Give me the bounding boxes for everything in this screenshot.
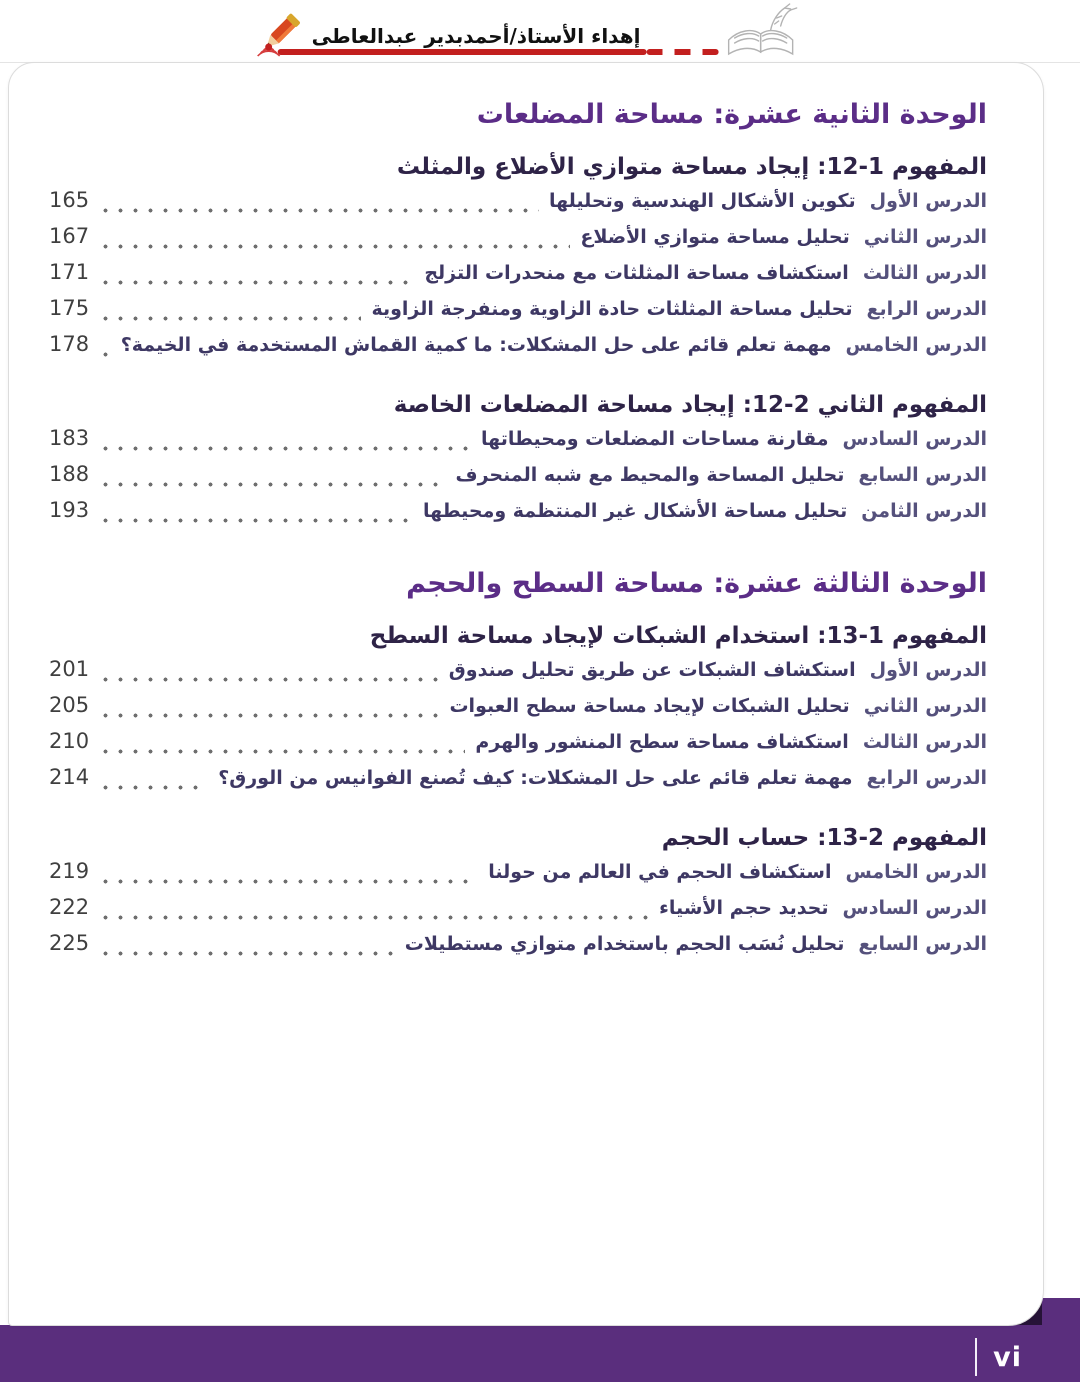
book-sketch-icon <box>722 0 802 56</box>
toc-lesson-row <box>49 188 987 224</box>
lesson-title: تكوين الأشكال الهندسية وتحليلها <box>548 190 856 212</box>
toc-unit <box>49 568 987 967</box>
toc-lesson-row <box>49 859 987 895</box>
lesson-page-number: 210 <box>49 729 90 753</box>
lesson-page-number: 167 <box>49 224 90 248</box>
table-of-contents <box>49 99 987 967</box>
lesson-label: الدرس الثامن <box>861 500 987 522</box>
lesson-label: الدرس الخامس <box>845 861 987 883</box>
toc-lesson-row <box>49 931 987 967</box>
dedication-dashes <box>646 49 718 55</box>
toc-lesson-row <box>49 332 987 368</box>
unit-title: الوحدة الثانية عشرة: مساحة المضلعات <box>476 99 987 130</box>
toc-concept <box>49 825 987 967</box>
toc-lesson-row <box>49 296 987 332</box>
dot-leader <box>103 879 478 884</box>
lesson-label: الدرس الثاني <box>863 695 987 717</box>
dot-leader <box>103 915 649 920</box>
concept-title: المفهوم الثاني 2-12: إيجاد مساحة المضلعات الخاصة <box>393 392 987 418</box>
dot-leader <box>103 785 208 790</box>
toc-lesson-row <box>49 657 987 693</box>
toc-lesson-row <box>49 426 987 462</box>
lesson-label: الدرس الأول <box>869 190 987 212</box>
toc-lesson-row <box>49 895 987 931</box>
dot-leader <box>103 352 111 357</box>
lesson-page-number: 222 <box>49 895 90 919</box>
lesson-title: استكشاف الشبكات عن طريق تحليل صندوق <box>448 659 856 681</box>
toc-lesson-row <box>49 498 987 534</box>
lesson-label: الدرس السادس <box>842 428 987 450</box>
dot-leader <box>103 749 465 754</box>
lesson-label: الدرس الرابع <box>866 298 987 320</box>
lesson-page-number: 178 <box>49 332 90 356</box>
lesson-title: استكشاف مساحة المثلثات مع منحدرات التزلج <box>424 262 849 284</box>
lesson-title: مهمة تعلم قائم على حل المشكلات: ما كمية القماش المستخدمة في الخيمة؟ <box>120 334 832 356</box>
lesson-title: استكشاف الحجم في العالم من حولنا <box>488 861 832 883</box>
lesson-page-number: 183 <box>49 426 90 450</box>
dot-leader <box>103 482 446 487</box>
lesson-title: مهمة تعلم قائم على حل المشكلات: كيف تُصنع الفوانيس من الورق؟ <box>218 767 853 789</box>
toc-lesson-row <box>49 693 987 729</box>
lesson-label: الدرس الثالث <box>862 731 987 753</box>
dot-leader <box>103 951 395 956</box>
footer-separator <box>975 1338 977 1376</box>
lesson-page-number: 205 <box>49 693 90 717</box>
toc-concept <box>49 392 987 534</box>
dot-leader <box>103 208 539 213</box>
lesson-page-number: 225 <box>49 931 90 955</box>
toc-lesson-row <box>49 729 987 765</box>
lesson-page-number: 171 <box>49 260 90 284</box>
lesson-title: تحليل الشبكات لإيجاد مساحة سطح العبوات <box>449 695 850 717</box>
dot-leader <box>103 316 361 321</box>
content-card <box>8 62 1044 1326</box>
toc-concept <box>49 154 987 368</box>
lesson-label: الدرس الثالث <box>862 262 987 284</box>
concept-title: المفهوم 1-13: استخدام الشبكات لإيجاد مساحة السطح <box>369 623 987 649</box>
dot-leader <box>103 446 471 451</box>
toc-concept <box>49 623 987 801</box>
concept-title: المفهوم 2-13: حساب الحجم <box>661 825 987 851</box>
lesson-page-number: 188 <box>49 462 90 486</box>
toc-lesson-row <box>49 462 987 498</box>
unit-title: الوحدة الثالثة عشرة: مساحة السطح والحجم <box>406 568 987 599</box>
dedication-group <box>256 4 803 58</box>
header-bar <box>0 0 1080 63</box>
lesson-page-number: 219 <box>49 859 90 883</box>
toc-lesson-row <box>49 260 987 296</box>
lesson-page-number: 201 <box>49 657 90 681</box>
lesson-label: الدرس الرابع <box>866 767 987 789</box>
lesson-title: تحليل المساحة والمحيط مع شبه المنحرف <box>455 464 845 486</box>
lesson-page-number: 165 <box>49 188 90 212</box>
dot-leader <box>103 518 413 523</box>
dot-leader <box>103 280 414 285</box>
footer-band <box>0 1325 1080 1382</box>
toc-unit <box>49 99 987 534</box>
lesson-label: الدرس السابع <box>858 464 987 486</box>
lesson-title: تحديد حجم الأشياء <box>659 897 829 919</box>
lesson-label: الدرس السادس <box>842 897 987 919</box>
lesson-label: الدرس الخامس <box>845 334 987 356</box>
lesson-page-number: 214 <box>49 765 90 789</box>
dot-leader <box>103 677 439 682</box>
toc-lesson-row <box>49 224 987 260</box>
lesson-title: مقارنة مساحات المضلعات ومحيطاتها <box>481 428 829 450</box>
lesson-label: الدرس الثاني <box>863 226 987 248</box>
dot-leader <box>103 244 570 249</box>
lesson-label: الدرس السابع <box>858 933 987 955</box>
lesson-page-number: 193 <box>49 498 90 522</box>
lesson-title: تحليل مساحة متوازي الأضلاع <box>580 226 850 248</box>
lesson-title: تحليل مساحة الأشكال غير المنتظمة ومحيطها <box>422 500 848 522</box>
lesson-title: استكشاف مساحة سطح المنشور والهرم <box>475 731 849 753</box>
lesson-label: الدرس الأول <box>869 659 987 681</box>
dedication-text: إهداء الأستاذ/أحمدبدير عبدالعاطى <box>312 24 641 58</box>
dot-leader <box>103 713 439 718</box>
lesson-page-number: 175 <box>49 296 90 320</box>
lesson-title: تحليل نُسَب الحجم باستخدام متوازي مستطيلات <box>404 933 845 955</box>
concept-title: المفهوم 1-12: إيجاد مساحة متوازي الأضلاع والمثلث <box>396 154 987 180</box>
footer-page-area <box>975 1338 1022 1376</box>
toc-lesson-row <box>49 765 987 801</box>
footer-page-number: vi <box>993 1341 1022 1373</box>
lesson-title: تحليل مساحة المثلثات حادة الزاوية ومنفرجة الزاوية <box>371 298 853 320</box>
